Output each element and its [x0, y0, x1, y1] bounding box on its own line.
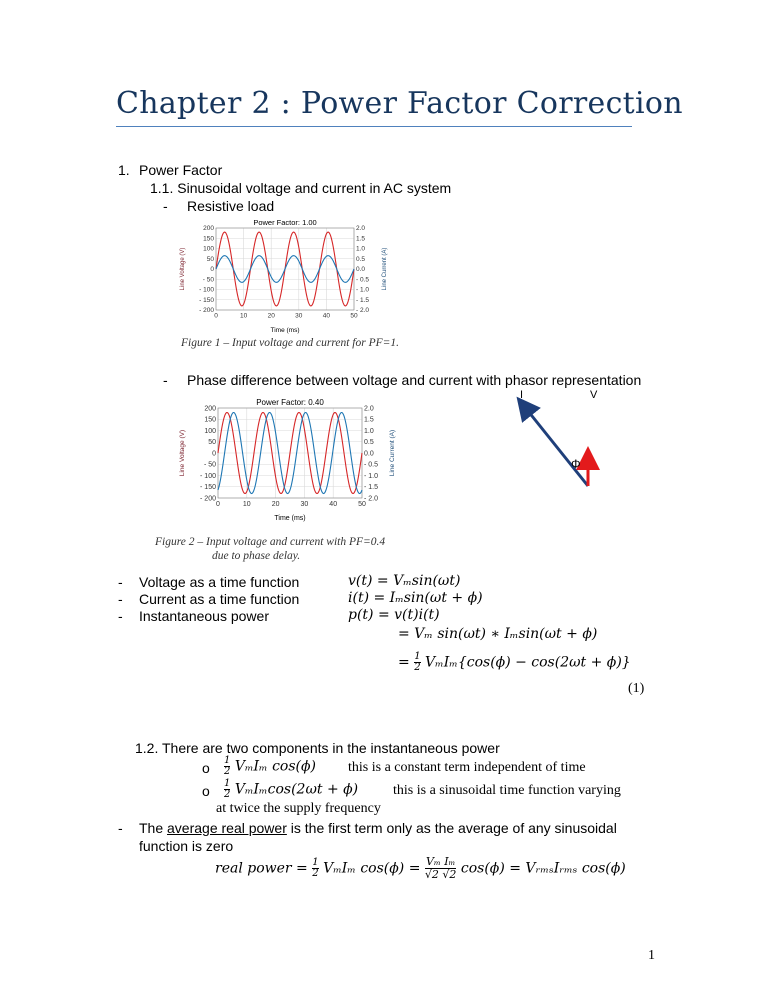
figure1-caption: Figure 1 – Input voltage and current for PF=1.: [181, 337, 400, 349]
y-tick-label: - 50: [203, 461, 216, 469]
y-tick-label: 0: [210, 266, 214, 274]
y2-axis-label: Line Current (A): [382, 247, 388, 291]
figure2-caption-line1: Figure 2 – Input voltage and current with PF=0.4: [155, 536, 386, 548]
y2-tick-label: 0.0: [364, 450, 374, 458]
equation-voltage: v(t) = Vₘsin(ωt): [348, 573, 461, 589]
x-tick-label: 10: [239, 312, 248, 320]
term1-description: this is a constant term independent of time: [348, 760, 586, 775]
term2-expression: $\frac{1}{2}$ VₘIₘcos(2ωt + ϕ): [224, 778, 359, 800]
x-axis-label: Time (ms): [270, 327, 300, 334]
label-current-function: Current as a time function: [139, 591, 300, 607]
y-tick-label: 150: [204, 416, 216, 424]
y-tick-label: - 150: [200, 484, 216, 492]
chart-power-factor-1: [178, 212, 390, 334]
y2-tick-label: 1.5: [356, 235, 366, 243]
bullet-dash: -: [118, 574, 123, 590]
y-tick-label: 0: [212, 450, 216, 458]
bullet-dash: -: [163, 372, 168, 388]
x-axis-label: Time (ms): [274, 515, 306, 522]
y2-tick-label: 0.0: [356, 266, 366, 274]
y2-tick-label: - 2.0: [364, 495, 379, 503]
y2-tick-label: - 1.5: [364, 484, 379, 492]
average-power-text: The average real power is the first term only as the average of any sinusoidal: [139, 820, 617, 836]
x-tick-label: 30: [295, 312, 303, 320]
y-tick-label: 200: [203, 225, 214, 233]
equation-number: (1): [628, 681, 645, 696]
chart-title: Power Factor: 1.00: [253, 218, 317, 227]
x-tick-label: 50: [358, 501, 366, 508]
y-tick-label: 50: [206, 255, 214, 263]
y-tick-label: - 150: [199, 296, 214, 304]
y2-tick-label: 2.0: [356, 225, 366, 233]
bullet-circle: o: [202, 783, 210, 799]
y2-tick-label: 1.5: [364, 416, 374, 424]
y2-tick-label: - 0.5: [356, 276, 370, 284]
label-voltage-function: Voltage as a time function: [139, 574, 300, 590]
y2-tick-label: 1.0: [364, 427, 374, 435]
current-label: I: [520, 389, 524, 401]
bullet-dash: -: [118, 608, 123, 624]
figure2-caption-line2: due to phase delay.: [212, 550, 301, 562]
y2-axis-label: Line Current (A): [389, 429, 396, 477]
label-instantaneous-power: Instantaneous power: [139, 608, 269, 624]
x-tick-label: 10: [242, 501, 251, 508]
y-tick-label: - 200: [199, 307, 214, 315]
y-tick-label: - 200: [200, 495, 216, 503]
average-real-power-term: average real power: [167, 820, 287, 836]
section-heading: Power Factor: [139, 162, 223, 178]
average-power-text-cont: function is zero: [139, 838, 234, 854]
y-tick-label: 200: [204, 405, 216, 413]
equation-power-identity: = $\frac{1}{2}$ VₘIₘ{cos(ϕ) − cos(2ωt + ϕ)}: [398, 651, 631, 673]
x-tick-label: 40: [322, 312, 331, 320]
section-number: 1.: [118, 162, 130, 178]
y2-tick-label: - 2.0: [356, 307, 370, 315]
y2-tick-label: - 1.0: [356, 286, 370, 294]
equation-current: i(t) = Iₘsin(ωt + ϕ): [348, 590, 483, 606]
phase-angle-label: Φ: [571, 457, 581, 471]
x-tick-label: 50: [350, 312, 358, 320]
y2-tick-label: 2.0: [364, 405, 374, 413]
y2-tick-label: - 0.5: [364, 461, 379, 469]
y-tick-label: - 50: [202, 276, 214, 284]
phasor-diagram: [500, 386, 610, 496]
equation-power: p(t) = v(t)i(t): [348, 607, 440, 623]
x-tick-label: 0: [216, 501, 220, 508]
bullet-phase-difference: Phase difference between voltage and current with phasor representation: [187, 372, 642, 388]
y-tick-label: 50: [208, 439, 216, 447]
bullet-resistive-load: Resistive load: [187, 198, 275, 214]
x-tick-label: 40: [329, 501, 338, 508]
y-axis-label: Line Voltage (V): [179, 429, 186, 477]
chart-title: Power Factor: 0.40: [256, 398, 324, 407]
y-axis-label: Line Voltage (V): [180, 247, 186, 291]
x-tick-label: 0: [214, 312, 218, 320]
y2-tick-label: - 1.5: [356, 296, 370, 304]
title-divider: [116, 126, 632, 127]
bullet-dash: -: [118, 820, 123, 836]
x-tick-label: 20: [267, 312, 275, 320]
y2-tick-label: 0.5: [364, 439, 374, 447]
term2-description: this is a sinusoidal time function varying: [393, 783, 621, 798]
y-tick-label: 150: [203, 235, 214, 243]
y-tick-label: 100: [204, 427, 216, 435]
chart-power-factor-040: [178, 392, 398, 522]
real-power-equation: real power = $\frac{1}{2}$ VₘIₘ cos(ϕ) = $\frac{\text{Vₘ Iₘ}}{√2 √2}$ cos(ϕ) = VᵣₘₛIᵣₘₛ cos(ϕ): [215, 855, 626, 881]
bullet-dash: -: [118, 591, 123, 607]
x-tick-label: 30: [300, 501, 309, 508]
y-tick-label: - 100: [200, 472, 216, 480]
term2-description-cont: at twice the supply frequency: [216, 801, 381, 816]
bullet-circle: o: [202, 760, 210, 776]
y2-tick-label: - 1.0: [364, 472, 379, 480]
y-tick-label: - 100: [199, 286, 214, 294]
current-phasor-arrow: [524, 406, 588, 486]
equation-power-expanded: = Vₘ sin(ωt) ∗ Iₘsin(ωt + ϕ): [398, 626, 598, 642]
subsection-1-2-heading: 1.2. There are two components in the instantaneous power: [135, 740, 500, 756]
bullet-dash: -: [163, 198, 168, 214]
term1-expression: $\frac{1}{2}$ VₘIₘ cos(ϕ): [224, 755, 317, 777]
y2-tick-label: 0.5: [356, 255, 366, 263]
x-tick-label: 20: [271, 501, 280, 508]
y-tick-label: 100: [203, 245, 214, 253]
voltage-label: V: [590, 389, 598, 401]
page-number: 1: [648, 948, 655, 963]
y2-tick-label: 1.0: [356, 245, 366, 253]
subsection-heading: 1.1. Sinusoidal voltage and current in AC system: [150, 180, 452, 196]
page-title: Chapter 2 : Power Factor Correction: [116, 86, 683, 121]
